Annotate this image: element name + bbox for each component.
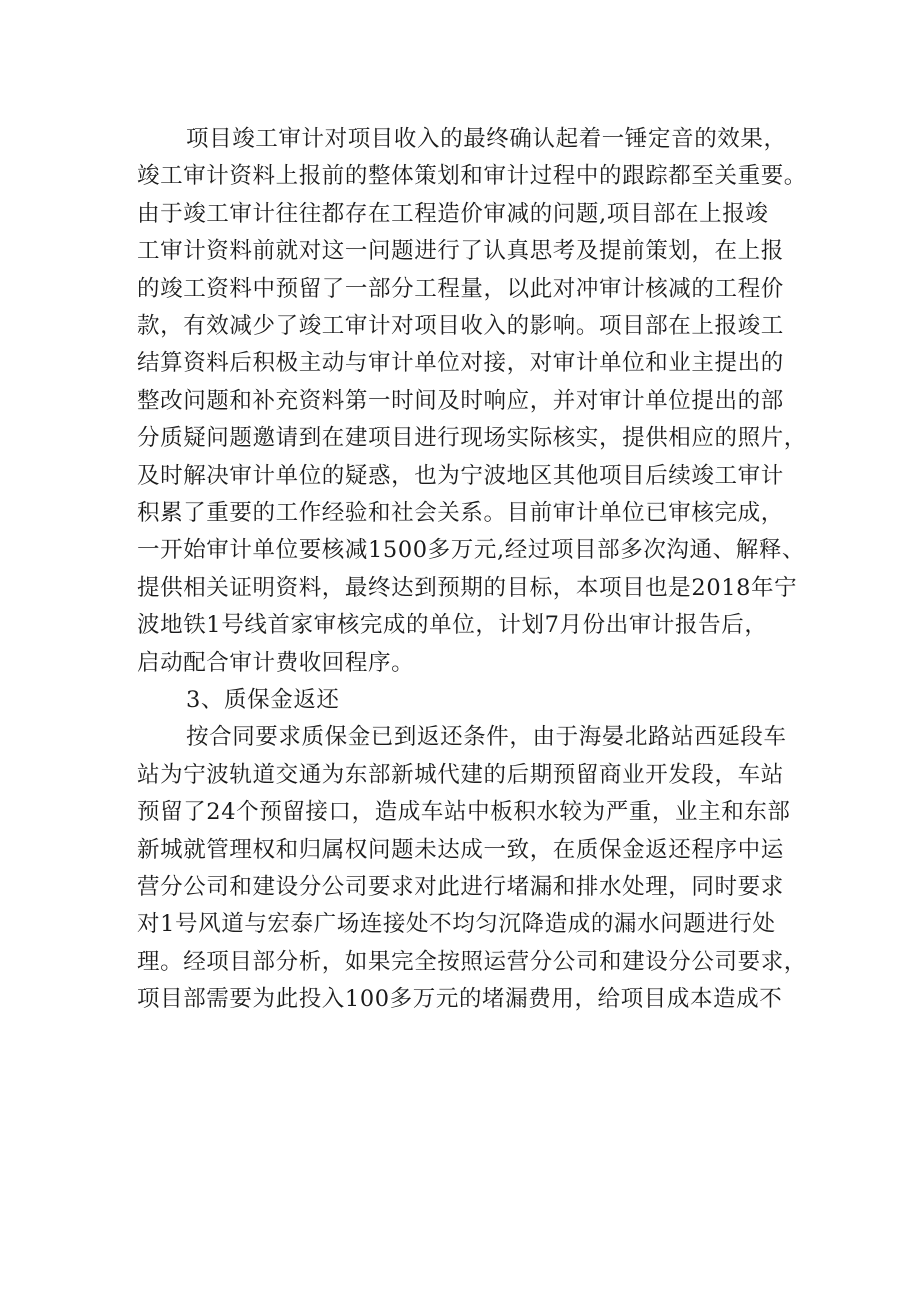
- paragraph-1-line-4: 工审计资料前就对这一问题进行了认真思考及提前策划，在上报: [137, 238, 784, 264]
- paragraph-2-line-8: 项目部需要为此投入100多万元的堵漏费用，给项目成本造成不: [137, 986, 783, 1012]
- paragraph-1-line-5: 的竣工资料中预留了一部分工程量，以此对冲审计核减的工程价: [137, 276, 784, 302]
- paragraph-1-line-1: 项目竣工审计对项目收入的最终确认起着一锤定音的效果，: [186, 126, 787, 152]
- paragraph-1-line-13: 提供相关证明资料，最终达到预期的目标，本项目也是2018年宁: [137, 575, 798, 601]
- paragraph-1-line-3: 由于竣工审计往往都存在工程造价审减的问题,项目部在上报竣: [137, 201, 769, 227]
- section-heading: 3、质保金返还: [186, 687, 340, 713]
- paragraph-2-line-2: 站为宁波轨道交通为东部新城代建的后期预留商业开发段，车站: [137, 762, 784, 788]
- paragraph-1-line-6: 款，有效减少了竣工审计对项目收入的影响。项目部在上报竣工: [137, 313, 784, 339]
- paragraph-2-line-1: 按合同要求质保金已到返还条件，由于海晏北路站西延段车: [186, 724, 787, 750]
- paragraph-2-line-7: 理。经项目部分析，如果完全按照运营分公司和建设分公司要求，: [137, 949, 807, 975]
- paragraph-1-line-2: 竣工审计资料上报前的整体策划和审计过程中的跟踪都至关重要。: [137, 163, 807, 189]
- paragraph-2-line-5: 营分公司和建设分公司要求对此进行堵漏和排水处理，同时要求: [137, 874, 784, 900]
- paragraph-1-line-15: 启动配合审计费收回程序。: [137, 650, 415, 676]
- paragraph-1-line-11: 积累了重要的工作经验和社会关系。目前审计单位已审核完成，: [137, 500, 784, 526]
- paragraph-1-line-14: 波地铁1号线首家审核完成的单位，计划7月份出审计报告后，: [137, 612, 768, 638]
- paragraph-2-line-6: 对1号风道与宏泰广场连接处不均匀沉降造成的漏水问题进行处: [137, 911, 776, 937]
- paragraph-1-line-7: 结算资料后积极主动与审计单位对接，对审计单位和业主提出的: [137, 350, 784, 376]
- paragraph-2-line-3: 预留了24个预留接口，造成车站中板积水较为严重，业主和东部: [137, 799, 791, 825]
- paragraph-1-line-12: 一开始审计单位要核减1500多万元,经过项目部多次沟通、解释、: [137, 537, 806, 563]
- paragraph-1-line-9: 分质疑问题邀请到在建项目进行现场实际核实，提供相应的照片，: [137, 425, 807, 451]
- paragraph-1-line-8: 整改问题和补充资料第一时间及时响应，并对审计单位提出的部: [137, 388, 784, 414]
- paragraph-2-line-4: 新城就管理权和归属权问题未达成一致，在质保金返还程序中运: [137, 837, 784, 863]
- paragraph-1-line-10: 及时解决审计单位的疑惑，也为宁波地区其他项目后续竣工审计: [137, 463, 784, 489]
